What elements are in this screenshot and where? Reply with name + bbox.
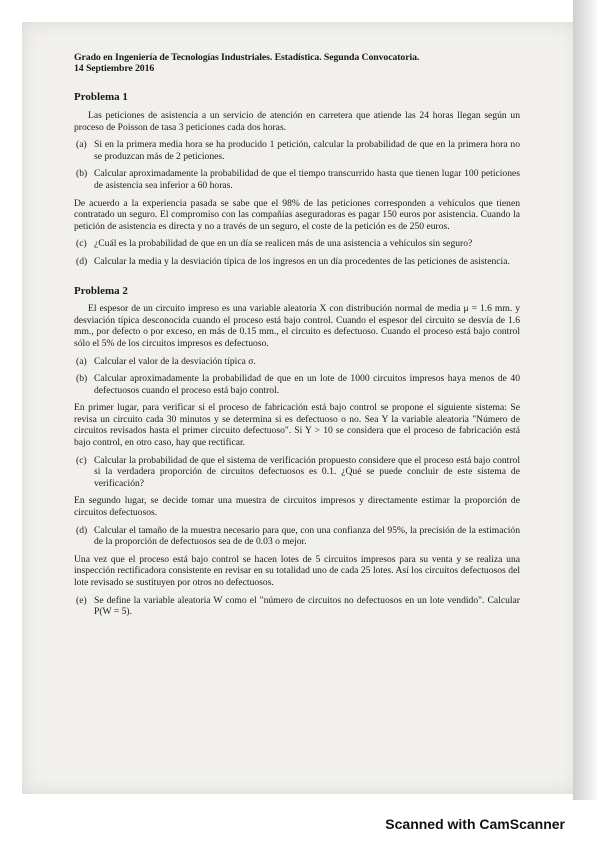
item-label: (c) [76, 238, 87, 250]
item-text: Calcular el valor de la desviación típica σ. [94, 355, 256, 367]
item-label: (b) [76, 168, 88, 180]
item-label: (a) [76, 355, 87, 367]
item-text: ¿Cuál es la probabilidad de que en un día se realicen más de una asistencia a vehículos sin seguro? [94, 238, 473, 250]
item-label: (d) [76, 524, 88, 536]
problem1-item-b [74, 168, 520, 191]
problem2-item-a [74, 356, 520, 368]
item-label: (b) [76, 373, 88, 385]
problem2-item-e [74, 595, 520, 618]
item-label: (d) [76, 255, 88, 267]
problem1-middle-paragraph: De acuerdo a la experiencia pasada se sabe que el 98% de las peticiones corresponden a vehículos que tienen contratado un seguro. El compromiso con las compañías aseguradoras es pagar 150 euros por asistencia. Cuando la petición de asistencia es directa y no a través de un seguro, el coste de la petición es de 250 euros. [74, 197, 520, 232]
item-text: Calcular el tamaño de la muestra necesario para que, con una confianza del 95%, la precisión de la estimación de la proporción de defectuosos sea de de 0.03 o mejor. [94, 524, 520, 548]
item-text: Calcular aproximadamente la probabilidad de que en un lote de 1000 circuitos impresos haya menos de 40 defectuosos cuando el proceso está bajo control. [94, 373, 520, 396]
problem1-item-d [74, 256, 520, 268]
problem2-verification-paragraph: En primer lugar, para verificar si el proceso de fabricación está bajo control se propone el siguiente sistema: Se revisa un circuito cada 30 minutos y se determina si es defectuoso o no. Sea Y la variable aleatoria "Número de circuitos revisados hasta el primer circuito defectuoso". Si Y > 10 se considera que el proceso de fabricación está bajo control, en otro caso, hay que rectificar. [74, 402, 520, 449]
item-label: (e) [76, 594, 87, 606]
page-edge-shadow [573, 0, 599, 800]
item-text: Calcular la media y la desviación típica de los ingresos en un día procedentes de las peticiones de asistencia. [94, 255, 510, 267]
problem2-lots-paragraph: Una vez que el proceso está bajo control se hacen lotes de 5 circuitos impresos para su venta y se realiza una inspección rectificadora consistente en revisar en su totalidad uno de cada 25 lotes. Así los circuitos defectuosos del lote revisado se sustituyen por otros no defectuosos. [74, 553, 520, 588]
problem2-intro: El espesor de un circuito impreso es una variable aleatoria X con distribución normal de media μ = 1.6 mm. y desviación típica desconocida cuando el proceso está bajo control. Cuando el espesor del circuito se desvía de 1.6 mm., por defecto o por exceso, en más de 0.15 mm., el circuito es defectuoso. Cuando el proceso está bajo control sólo el 5% de los circuitos impresos es defectuoso. [74, 303, 520, 349]
problem2-title: Problema 2 [74, 284, 128, 297]
camscanner-watermark [0, 816, 599, 832]
problem2-item-b [74, 373, 520, 396]
problem1-item-a [74, 139, 520, 162]
document-header [74, 52, 520, 74]
header-course-line: Grado en Ingeniería de Tecnologías Industriales. Estadística. Segunda Convocatoria. [74, 52, 420, 63]
watermark-text: Scanned with CamScanner [385, 816, 565, 832]
item-text: Si en la primera media hora se ha producido 1 petición, calcular la probabilidad de que en la primera hora no se produzcan más de 2 peticiones. [94, 139, 520, 162]
item-text: Se define la variable aleatoria W como el "número de circuitos no defectuosos en un lote vendido". Calcular P(W = 5). [94, 594, 520, 618]
item-text: Calcular la probabilidad de que el sistema de verificación propuesto considere que el proceso está bajo control si la verdadera proporción de circuitos defectuosos es 0.1. ¿Qué se puede concluir de este sistema de verificación? [94, 454, 520, 489]
item-text: Calcular aproximadamente la probabilidad de que el tiempo transcurrido hasta que tienen lugar 100 peticiones de asistencia sea inferior a 60 horas. [94, 168, 520, 191]
problem1-item-c [74, 238, 520, 250]
problem2-item-c [74, 455, 520, 490]
document-content [74, 52, 520, 624]
problem2-item-d [74, 525, 520, 548]
header-date: 14 Septiembre 2016 [74, 63, 155, 75]
problem2-sample-paragraph: En segundo lugar, se decide tomar una muestra de circuitos impresos y directamente estimar la proporción de circuitos defectuosos. [74, 495, 520, 519]
problem1-title: Problema 1 [74, 91, 128, 104]
problem1-intro: Las peticiones de asistencia a un servicio de atención en carretera que atiende las 24 horas llegan según un proceso de Poisson de tasa 3 peticiones cada dos horas. [74, 110, 520, 133]
item-label: (a) [76, 139, 87, 151]
item-label: (c) [76, 454, 87, 466]
